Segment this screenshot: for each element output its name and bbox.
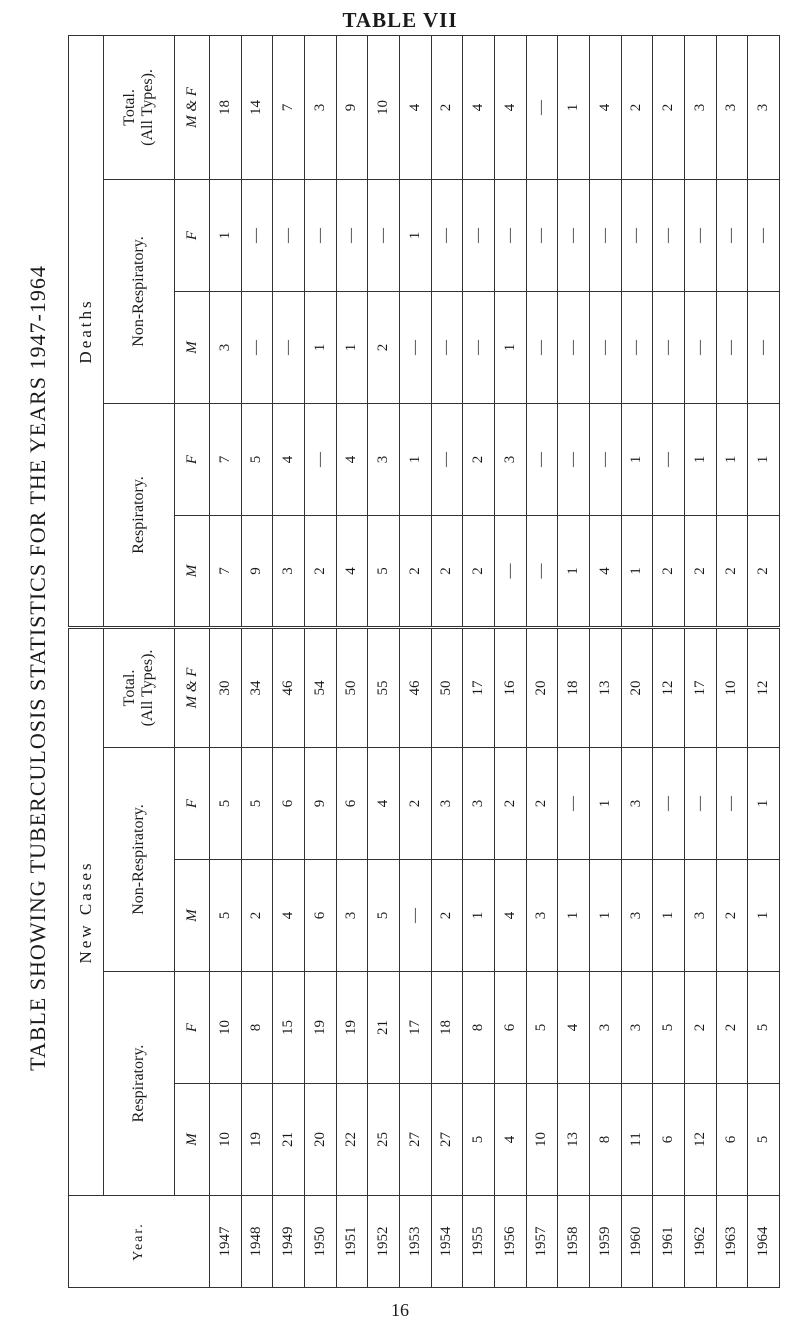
nc-nonresp-f-cell: 3 [431,748,463,860]
d-resp-f-cell: 4 [336,403,368,515]
year-cell: 1960 [621,1196,653,1288]
nc-non-respiratory-header: Non-Respiratory. [104,748,175,972]
d-resp-m-cell: 2 [716,515,748,627]
nc-resp-f-cell: 5 [748,972,780,1084]
d-nonresp-f-cell: — [368,179,400,291]
d-resp-f-cell: 3 [494,403,526,515]
d-resp-m-cell: 2 [684,515,716,627]
year-cell: 1961 [653,1196,685,1288]
d-resp-f-cell: 4 [273,403,305,515]
table-row [431,35,463,1287]
nc-resp-f-cell: 2 [716,972,748,1084]
d-resp-m-cell: 2 [653,515,685,627]
d-resp-m-cell: 1 [558,515,590,627]
nc-total-cell: 20 [526,627,558,747]
d-total-cell: 2 [653,35,685,179]
d-resp-m-cell: — [526,515,558,627]
year-cell: 1963 [716,1196,748,1288]
year-cell: 1953 [399,1196,431,1288]
d-resp-f-cell: 3 [368,403,400,515]
d-resp-f-cell: 1 [399,403,431,515]
d-resp-m-cell: 5 [368,515,400,627]
d-resp-m-cell: 2 [304,515,336,627]
d-resp-f-cell: 1 [684,403,716,515]
table-body [210,35,780,1287]
d-nonresp-m-cell: — [653,291,685,403]
d-respiratory-header: Respiratory. [104,403,175,627]
nc-total-cell: 13 [589,627,621,747]
nc-resp-f-cell: 18 [431,972,463,1084]
deaths-header: Deaths [69,35,104,627]
d-non-respiratory-header: Non-Respiratory. [104,179,175,403]
d-resp-f-cell: — [558,403,590,515]
d-nonresp-m-cell: — [589,291,621,403]
page-title: TABLE VII [342,8,458,32]
nc-total-cell: 16 [494,627,526,747]
nc-resp-m-cell: 19 [241,1084,273,1196]
nc-resp-m-header: M [175,1084,210,1196]
nc-total-cell: 50 [336,627,368,747]
nc-resp-f-cell: 4 [558,972,590,1084]
page-number: 16 [391,1300,409,1320]
d-total-cell: 3 [684,35,716,179]
nc-nonresp-f-cell: — [558,748,590,860]
year-cell: 1956 [494,1196,526,1288]
nc-nonresp-f-cell: 1 [589,748,621,860]
d-resp-f-cell: 5 [241,403,273,515]
d-total-cell: — [526,35,558,179]
d-resp-f-cell: — [589,403,621,515]
d-total-cell: 3 [716,35,748,179]
nc-total-cell: 17 [684,627,716,747]
d-resp-m-cell: 3 [273,515,305,627]
d-total-header [104,35,175,179]
d-nonresp-f-cell: — [684,179,716,291]
nc-nonresp-f-cell: — [653,748,685,860]
d-resp-f-cell: 1 [621,403,653,515]
year-cell: 1950 [304,1196,336,1288]
table-row [684,35,716,1287]
d-resp-m-cell: 7 [210,515,242,627]
d-nonresp-m-cell: — [558,291,590,403]
nc-resp-f-cell: 5 [526,972,558,1084]
nc-resp-m-cell: 4 [494,1084,526,1196]
nc-nonresp-m-cell: 3 [526,860,558,972]
nc-resp-m-cell: 27 [431,1084,463,1196]
year-cell: 1962 [684,1196,716,1288]
d-total-cell: 1 [558,35,590,179]
nc-nonresp-f-header: F [175,748,210,860]
table-row [304,35,336,1287]
year-cell: 1948 [241,1196,273,1288]
d-resp-f-cell: — [526,403,558,515]
d-total-cell: 4 [589,35,621,179]
table-row [716,35,748,1287]
d-total-cell: 2 [621,35,653,179]
d-nonresp-f-cell: — [716,179,748,291]
d-total-label-line2: (All Types). [139,69,156,146]
nc-total-cell: 50 [431,627,463,747]
d-total-cell: 10 [368,35,400,179]
d-nonresp-m-cell: 2 [368,291,400,403]
table-row [273,35,305,1287]
d-resp-m-cell: 2 [748,515,780,627]
d-resp-f-cell: 1 [716,403,748,515]
d-nonresp-f-cell: — [431,179,463,291]
nc-total-cell: 17 [463,627,495,747]
nc-nonresp-f-cell: 2 [526,748,558,860]
d-nonresp-m-header: M [175,291,210,403]
table-row [526,35,558,1287]
d-resp-m-cell: 2 [399,515,431,627]
d-total-mf-header: M & F [175,35,210,179]
d-nonresp-f-cell: — [526,179,558,291]
d-total-cell: 14 [241,35,273,179]
year-header: Year. [69,1196,210,1288]
nc-total-cell: 12 [748,627,780,747]
nc-total-cell: 46 [399,627,431,747]
table-row [210,35,242,1287]
d-total-cell: 3 [748,35,780,179]
nc-nonresp-f-cell: 6 [273,748,305,860]
table-row [368,35,400,1287]
nc-resp-f-cell: 15 [273,972,305,1084]
d-nonresp-m-cell: — [399,291,431,403]
d-nonresp-m-cell: — [748,291,780,403]
nc-resp-f-cell: 19 [336,972,368,1084]
year-cell: 1952 [368,1196,400,1288]
nc-resp-m-cell: 20 [304,1084,336,1196]
nc-resp-m-cell: 6 [653,1084,685,1196]
nc-nonresp-m-cell: 1 [463,860,495,972]
d-nonresp-f-cell: — [748,179,780,291]
d-nonresp-f-cell: — [558,179,590,291]
d-nonresp-f-cell: — [589,179,621,291]
d-resp-f-cell: — [653,403,685,515]
nc-resp-m-cell: 5 [463,1084,495,1196]
d-nonresp-f-cell: 1 [210,179,242,291]
nc-nonresp-m-cell: — [399,860,431,972]
nc-total-cell: 30 [210,627,242,747]
d-resp-f-cell: — [431,403,463,515]
table-row [558,35,590,1287]
d-nonresp-m-cell: — [716,291,748,403]
d-total-cell: 4 [494,35,526,179]
d-nonresp-f-cell: 1 [399,179,431,291]
d-total-cell: 9 [336,35,368,179]
nc-resp-m-cell: 27 [399,1084,431,1196]
nc-resp-f-cell: 8 [241,972,273,1084]
nc-resp-m-cell: 10 [526,1084,558,1196]
nc-resp-f-cell: 21 [368,972,400,1084]
d-nonresp-m-cell: — [431,291,463,403]
d-nonresp-f-cell: — [621,179,653,291]
nc-nonresp-m-cell: 1 [653,860,685,972]
table-row [463,35,495,1287]
nc-resp-f-cell: 5 [653,972,685,1084]
d-nonresp-f-cell: — [463,179,495,291]
d-nonresp-f-header: F [175,179,210,291]
table-row [241,35,273,1287]
d-nonresp-m-cell: — [526,291,558,403]
d-resp-f-cell: — [304,403,336,515]
new-cases-header: New Cases [69,627,104,1195]
d-nonresp-f-cell: — [304,179,336,291]
d-resp-m-cell: 1 [621,515,653,627]
nc-resp-f-cell: 17 [399,972,431,1084]
year-cell: 1964 [748,1196,780,1288]
d-nonresp-m-cell: — [463,291,495,403]
nc-resp-f-header: F [175,972,210,1084]
nc-total-cell: 12 [653,627,685,747]
rotated-table-frame [68,36,780,1288]
side-title: TABLE SHOWING TUBERCULOSIS STATISTICS FOR THE YEARS 1947-1964 [25,265,50,1071]
nc-total-cell: 54 [304,627,336,747]
nc-resp-m-cell: 6 [716,1084,748,1196]
table-row [589,35,621,1287]
d-total-label-line1: Total. [121,89,139,126]
year-cell: 1951 [336,1196,368,1288]
nc-nonresp-f-cell: 4 [368,748,400,860]
d-nonresp-m-cell: — [684,291,716,403]
nc-nonresp-m-cell: 3 [684,860,716,972]
nc-total-header [104,627,175,747]
nc-nonresp-m-cell: 4 [494,860,526,972]
d-total-cell: 4 [463,35,495,179]
d-nonresp-f-cell: — [273,179,305,291]
nc-resp-m-cell: 21 [273,1084,305,1196]
table-row [653,35,685,1287]
nc-resp-m-cell: 11 [621,1084,653,1196]
nc-nonresp-f-cell: 5 [241,748,273,860]
header-row-sex [175,35,210,1287]
table-row [494,35,526,1287]
year-cell: 1959 [589,1196,621,1288]
d-nonresp-m-cell: 1 [336,291,368,403]
year-cell: 1958 [558,1196,590,1288]
d-nonresp-f-cell: — [653,179,685,291]
d-nonresp-f-cell: — [241,179,273,291]
d-resp-m-cell: 9 [241,515,273,627]
d-resp-f-cell: 7 [210,403,242,515]
nc-total-label-line1: Total. [121,669,139,707]
nc-nonresp-m-cell: 5 [368,860,400,972]
d-nonresp-m-cell: 1 [494,291,526,403]
nc-nonresp-m-cell: 2 [431,860,463,972]
nc-nonresp-f-cell: 2 [494,748,526,860]
nc-resp-f-cell: 3 [589,972,621,1084]
nc-resp-m-cell: 25 [368,1084,400,1196]
nc-nonresp-m-cell: 3 [336,860,368,972]
nc-nonresp-m-header: M [175,860,210,972]
nc-nonresp-m-cell: 6 [304,860,336,972]
nc-total-cell: 34 [241,627,273,747]
nc-total-cell: 10 [716,627,748,747]
nc-total-mf-header: M & F [175,627,210,747]
table-row [748,35,780,1287]
nc-nonresp-m-cell: 2 [716,860,748,972]
nc-resp-f-cell: 10 [210,972,242,1084]
nc-nonresp-m-cell: 3 [621,860,653,972]
nc-resp-m-cell: 22 [336,1084,368,1196]
d-resp-m-cell: 4 [336,515,368,627]
year-cell: 1947 [210,1196,242,1288]
nc-nonresp-f-cell: — [684,748,716,860]
nc-total-cell: 55 [368,627,400,747]
nc-nonresp-f-cell: 2 [399,748,431,860]
d-nonresp-m-cell: — [621,291,653,403]
d-nonresp-m-cell: 3 [210,291,242,403]
d-total-cell: 7 [273,35,305,179]
d-nonresp-m-cell: 1 [304,291,336,403]
nc-resp-m-cell: 10 [210,1084,242,1196]
nc-nonresp-f-cell: 6 [336,748,368,860]
nc-nonresp-m-cell: 1 [589,860,621,972]
d-resp-m-cell: 2 [431,515,463,627]
nc-respiratory-header: Respiratory. [104,972,175,1196]
table-row [399,35,431,1287]
d-total-cell: 3 [304,35,336,179]
nc-resp-f-cell: 8 [463,972,495,1084]
nc-nonresp-m-cell: 1 [558,860,590,972]
nc-total-label-line2: (All Types). [139,649,156,727]
nc-total-cell: 18 [558,627,590,747]
nc-resp-f-cell: 6 [494,972,526,1084]
d-nonresp-m-cell: — [241,291,273,403]
table-row [621,35,653,1287]
nc-nonresp-m-cell: 1 [748,860,780,972]
table-row [336,35,368,1287]
nc-resp-f-cell: 2 [684,972,716,1084]
year-cell: 1957 [526,1196,558,1288]
d-nonresp-f-cell: — [336,179,368,291]
d-resp-m-cell: 2 [463,515,495,627]
d-resp-m-cell: 4 [589,515,621,627]
nc-nonresp-m-cell: 2 [241,860,273,972]
nc-resp-m-cell: 5 [748,1084,780,1196]
d-resp-f-cell: 2 [463,403,495,515]
year-cell: 1955 [463,1196,495,1288]
nc-nonresp-f-cell: 5 [210,748,242,860]
header-row-subgroups [104,35,175,1287]
nc-nonresp-f-cell: 9 [304,748,336,860]
d-nonresp-m-cell: — [273,291,305,403]
nc-resp-m-cell: 12 [684,1084,716,1196]
nc-nonresp-f-cell: 1 [748,748,780,860]
table-wrapper [68,36,780,1288]
nc-total-cell: 46 [273,627,305,747]
nc-nonresp-f-cell: 3 [463,748,495,860]
tuberculosis-statistics-table [68,35,780,1288]
d-nonresp-f-cell: — [494,179,526,291]
d-total-cell: 2 [431,35,463,179]
nc-nonresp-f-cell: 3 [621,748,653,860]
nc-resp-f-cell: 19 [304,972,336,1084]
d-total-cell: 4 [399,35,431,179]
d-resp-f-cell: 1 [748,403,780,515]
nc-resp-m-cell: 8 [589,1084,621,1196]
nc-resp-f-cell: 3 [621,972,653,1084]
d-resp-f-header: F [175,403,210,515]
header-row-groups [69,35,104,1287]
year-cell: 1949 [273,1196,305,1288]
nc-total-cell: 20 [621,627,653,747]
nc-nonresp-f-cell: — [716,748,748,860]
nc-nonresp-m-cell: 4 [273,860,305,972]
d-total-cell: 18 [210,35,242,179]
nc-resp-m-cell: 13 [558,1084,590,1196]
d-resp-m-cell: — [494,515,526,627]
d-resp-m-header: M [175,515,210,627]
year-cell: 1954 [431,1196,463,1288]
nc-nonresp-m-cell: 5 [210,860,242,972]
